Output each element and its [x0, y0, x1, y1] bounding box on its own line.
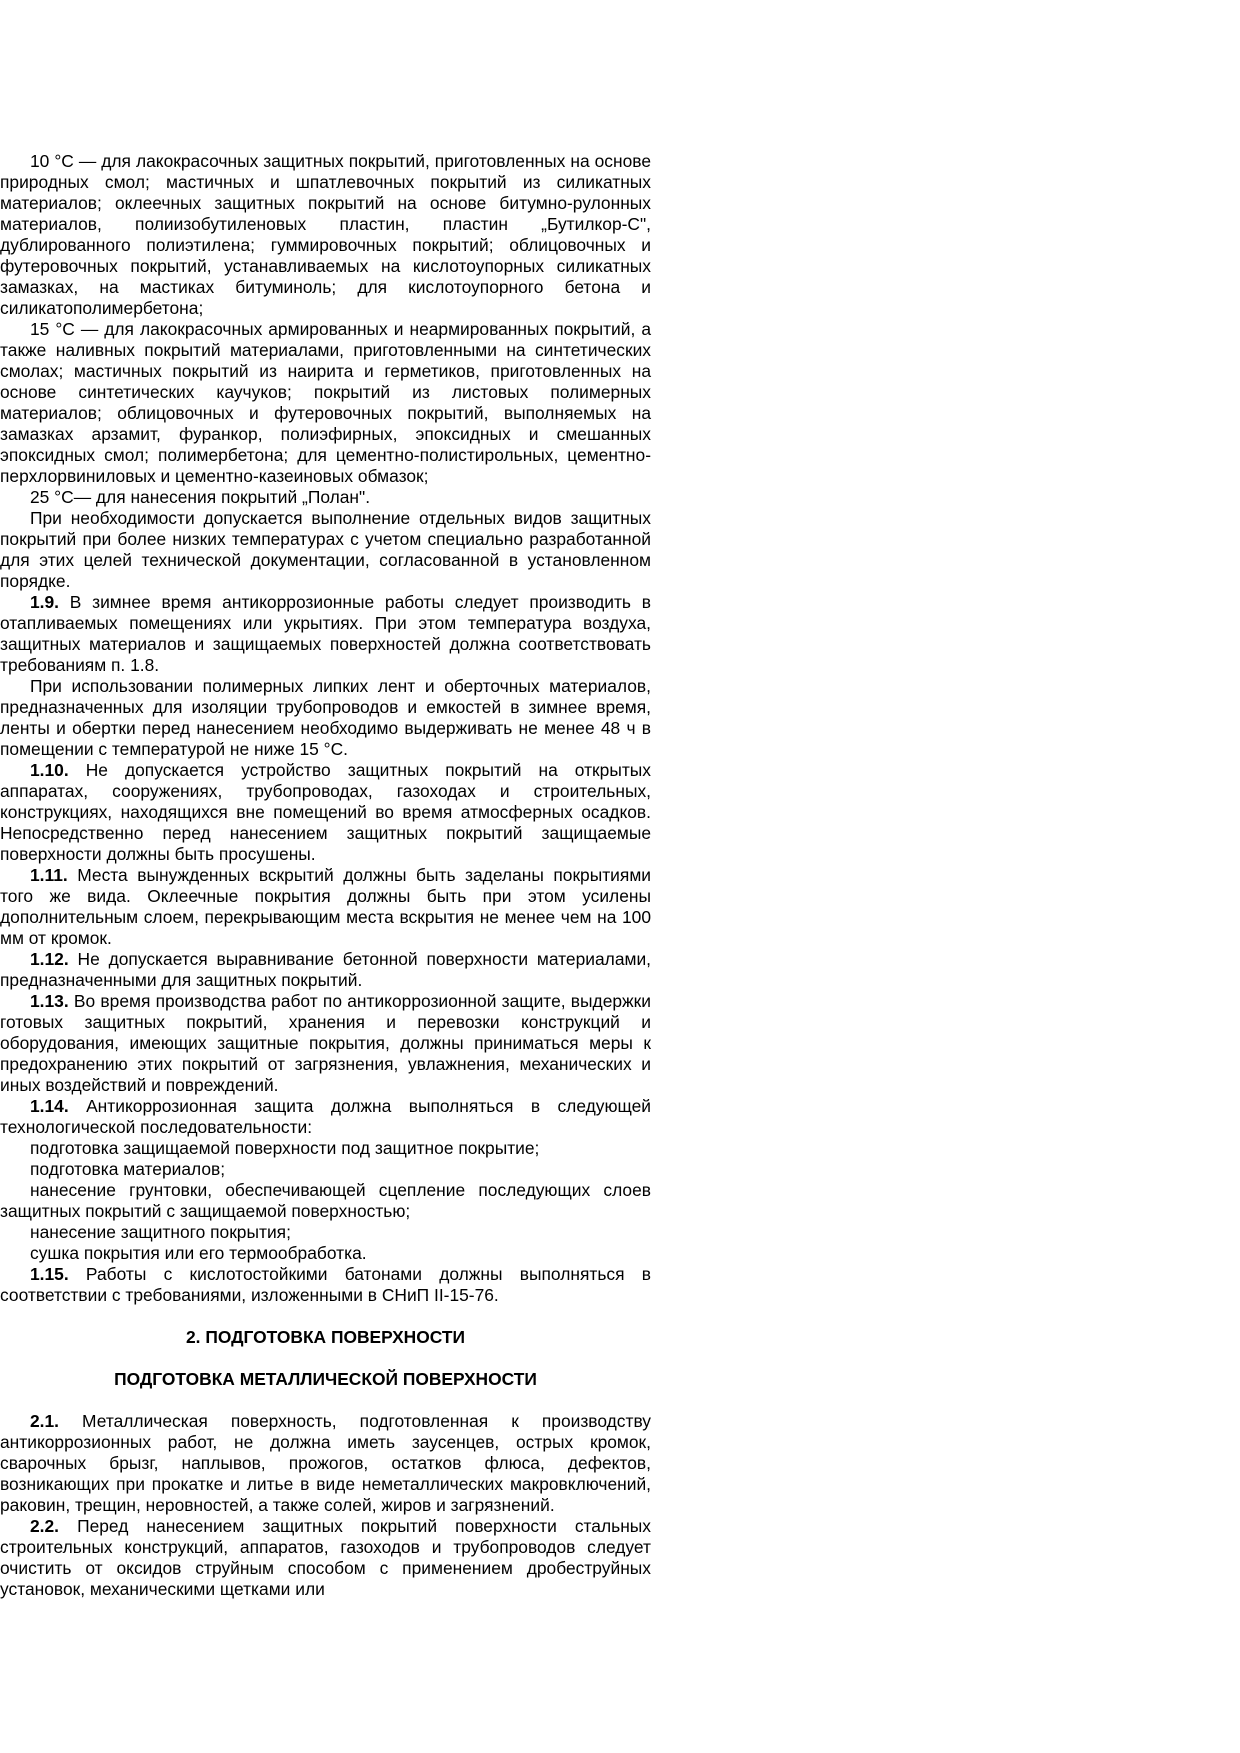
- subsection-heading: ПОДГОТОВКА МЕТАЛЛИЧЕСКОЙ ПОВЕРХНОСТИ: [114, 1369, 537, 1389]
- clause-text: Во время производства работ по антикоррозионной защите, выдержки готовых защитных покрытий, хранения и перевозки конструкций и оборудования, имеющих защитные покрытия, должны приниматься меры к предохранению этих покрытий от загрязнения, увлажнения, механических и иных воздействий и повреждений.: [0, 991, 651, 1095]
- clause-number: 1.15.: [30, 1264, 69, 1284]
- clause-text: В зимнее время антикоррозионные работы следует производить в отапливаемых помещениях или укрытиях. При этом температура воздуха, защитных материалов и защищаемых поверхностей должна соответствовать требованиям п. 1.8.: [0, 592, 651, 675]
- paragraph: [0, 508, 651, 592]
- list-item: [0, 1138, 651, 1159]
- clause-number: 2.1.: [30, 1411, 60, 1431]
- paragraph: [0, 865, 651, 949]
- paragraph: [0, 151, 651, 319]
- section-heading: 2. ПОДГОТОВКА ПОВЕРХНОСТИ: [185, 1327, 465, 1347]
- clause-text: Не допускается выравнивание бетонной поверхности материалами, предназначенными для защитных покрытий.: [0, 949, 651, 990]
- clause-text: 15 °С — для лакокрасочных армированных и неармированных покрытий, а также наливных покрытий материалами, приготовленными на синтетических смолах; мастичных покрытий из наирита и герметиков, приготовленных на основе синтетических каучуков; покрытий из листовых полимерных материалов; облицовочных и футеровочных покрытий, выполняемых на замазках арзамит, фуранкор, полиэфирных, эпоксидных и смешанных эпоксидных смол; полимербетона; для цементно-полистирольных, цементно-перхлорвиниловых и цементно-казеиновых обмазок;: [0, 319, 651, 486]
- clause-number: 1.12.: [30, 949, 69, 969]
- clause-number: 2.2.: [30, 1516, 60, 1536]
- clause-number: 1.11.: [30, 865, 68, 885]
- clause-text: подготовка защищаемой поверхности под защитное покрытие;: [30, 1138, 540, 1158]
- paragraph: [0, 760, 651, 865]
- list-item: [0, 1243, 651, 1264]
- clause-text: нанесение грунтовки, обеспечивающей сцепление последующих слоев защитных покрытий с защищаемой поверхностью;: [0, 1180, 651, 1221]
- paragraph: [0, 1411, 651, 1516]
- paragraph: [0, 1264, 651, 1306]
- document-page: [0, 151, 651, 1600]
- paragraph: [0, 1096, 651, 1138]
- clause-number: 1.9.: [30, 592, 60, 612]
- list-item: [0, 1159, 651, 1180]
- clause-text: При использовании полимерных липких лент и оберточных материалов, предназначенных для изоляции трубопроводов и емкостей в зимнее время, ленты и обертки перед нанесением необходимо выдерживать не менее 48 ч в помещении с температурой не ниже 15 °С.: [0, 676, 651, 759]
- clause-text: сушка покрытия или его термообработка.: [30, 1243, 367, 1263]
- paragraph: [0, 592, 651, 676]
- clause-text: подготовка материалов;: [30, 1159, 226, 1179]
- paragraph: [0, 319, 651, 487]
- clause-text: Места вынужденных вскрытий должны быть заделаны покрытиями того же вида. Оклеечные покрытия должны быть при этом усилены дополнительным слоем, перекрывающим места вскрытия не менее чем на 100 мм от кромок.: [0, 865, 651, 948]
- clause-text: 25 °С— для нанесения покрытий „Полан".: [30, 487, 371, 507]
- clause-text: Антикоррозионная защита должна выполняться в следующей технологической последовательности:: [0, 1096, 651, 1137]
- paragraph: [0, 1516, 651, 1600]
- clause-text: Перед нанесением защитных покрытий поверхности стальных строительных конструкций, аппаратов, газоходов и трубопроводов следует очистить от оксидов струйным способом с применением дробеструйных установок, механическими щетками или: [0, 1516, 651, 1599]
- clause-text: Не допускается устройство защитных покрытий на открытых аппаратах, сооружениях, трубопроводах, газоходах и строительных, конструкциях, находящихся вне помещений во время атмосферных осадков. Непосредственно перед нанесением защитных покрытий защищаемые поверхности должны быть просушены.: [0, 760, 651, 864]
- clause-text: Металлическая поверхность, подготовленная к производству антикоррозионных работ, не должна иметь заусенцев, острых кромок, сварочных брызг, наплывов, прожогов, остатков флюса, дефектов, возникающих при прокатке и литье в виде неметаллических макровключений, раковин, трещин, неровностей, а также солей, жиров и загрязнений.: [0, 1411, 651, 1515]
- clause-number: 1.10.: [30, 760, 69, 780]
- list-item: [0, 1180, 651, 1222]
- paragraph: [0, 676, 651, 760]
- clause-text: Работы с кислотостойкими батонами должны выполняться в соответствии с требованиями, изложенными в СНиП II-15-76.: [0, 1264, 651, 1305]
- clause-number: 1.13.: [30, 991, 69, 1011]
- clause-number: 1.14.: [30, 1096, 69, 1116]
- paragraph: [0, 487, 651, 508]
- clause-text: При необходимости допускается выполнение отдельных видов защитных покрытий при более низких температурах с учетом специально разработанной для этих целей технической документации, согласованной в установленном порядке.: [0, 508, 651, 591]
- clause-text: 10 °С — для лакокрасочных защитных покрытий, приготовленных на основе природных смол; мастичных и шпатлевочных покрытий из силикатных материалов; оклеечных защитных покрытий на основе битумно-рулонных материалов, полиизобутиленовых пластин, пластин „Бутилкор-С", дублированного полиэтилена; гуммировочных покрытий; облицовочных и футеровочных покрытий, устанавливаемых на кислотоупорных силикатных замазках, на мастиках битуминоль; для кислотоупорного бетона и силикатополимербетона;: [0, 151, 651, 318]
- paragraph: [0, 949, 651, 991]
- paragraph: [0, 991, 651, 1096]
- list-item: [0, 1222, 651, 1243]
- clause-text: нанесение защитного покрытия;: [30, 1222, 291, 1242]
